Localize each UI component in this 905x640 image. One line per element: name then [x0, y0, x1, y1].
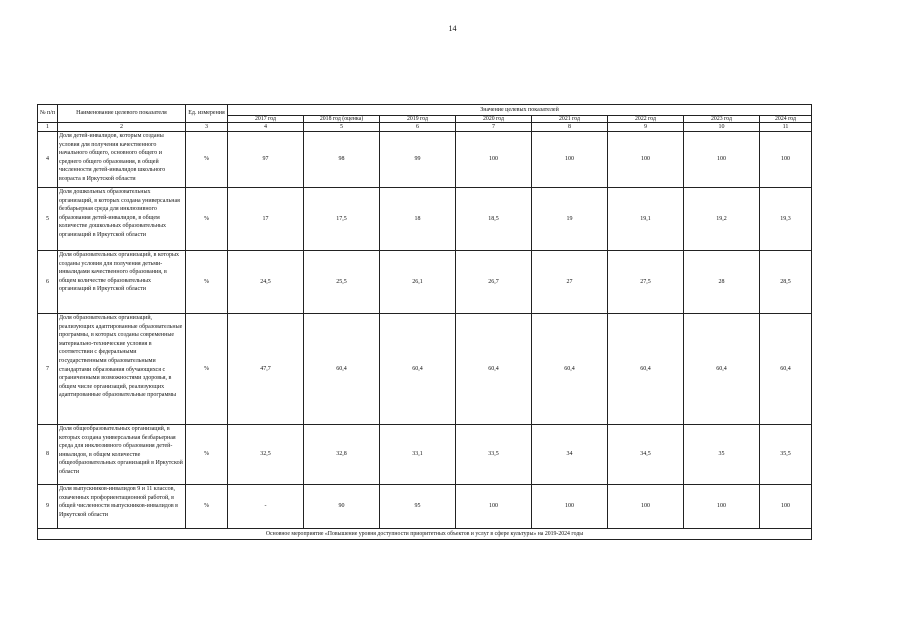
value-cell: 19,3 — [760, 188, 812, 251]
header-year: 2023 год — [684, 116, 760, 123]
table-row — [38, 188, 812, 251]
unit-cell: % — [186, 314, 228, 425]
header-unit: Ед. измерения — [186, 105, 228, 123]
value-cell: 28,5 — [760, 251, 812, 314]
value-cell: 33,5 — [456, 425, 532, 485]
row-number: 4 — [38, 132, 58, 188]
value-cell: 26,1 — [380, 251, 456, 314]
table-row — [38, 132, 812, 188]
value-cell: 32,5 — [228, 425, 304, 485]
value-cell: 17 — [228, 188, 304, 251]
header-year: 2019 год — [380, 116, 456, 123]
unit-cell: % — [186, 188, 228, 251]
value-cell: 100 — [532, 485, 608, 529]
column-number: 3 — [186, 123, 228, 132]
indicator-name: Доля образовательных организаций, реализующих адаптированные образовательные программы, в которых созданы современные материально-технические условия в соответствии с федеральными государственными образовательными стандартами образования обучающихся с ограниченными возможностями здоровья, в общем числе организаций, реализующих адаптированные образовательные программы — [58, 314, 186, 425]
value-cell: 60,4 — [456, 314, 532, 425]
value-cell: 97 — [228, 132, 304, 188]
value-cell: 100 — [608, 485, 684, 529]
value-cell: 100 — [684, 485, 760, 529]
value-cell: 35,5 — [760, 425, 812, 485]
value-cell: 90 — [304, 485, 380, 529]
value-cell: 34 — [532, 425, 608, 485]
value-cell: 27 — [532, 251, 608, 314]
header-index: № п/п — [38, 105, 58, 123]
column-number: 8 — [532, 123, 608, 132]
value-cell: 19 — [532, 188, 608, 251]
row-number: 8 — [38, 425, 58, 485]
table-row — [38, 314, 812, 425]
row-number: 5 — [38, 188, 58, 251]
value-cell: 19,2 — [684, 188, 760, 251]
column-number: 9 — [608, 123, 684, 132]
value-cell: 60,4 — [608, 314, 684, 425]
value-cell: 60,4 — [684, 314, 760, 425]
value-cell: 17,5 — [304, 188, 380, 251]
header-year: 2024 год — [760, 116, 812, 123]
header-year: 2022 год — [608, 116, 684, 123]
unit-cell: % — [186, 425, 228, 485]
column-number-row — [38, 123, 812, 132]
header-name: Наименование целевого показателя — [58, 105, 186, 123]
column-number: 2 — [58, 123, 186, 132]
value-cell: 28 — [684, 251, 760, 314]
column-number: 1 — [38, 123, 58, 132]
value-cell: 60,4 — [532, 314, 608, 425]
value-cell: 18,5 — [456, 188, 532, 251]
column-number: 4 — [228, 123, 304, 132]
indicator-name: Доля дошкольных образовательных организаций, в которых создана универсальная безбарьерная среда для инклюзивного образования детей-инвалидов, в общем количестве дошкольных образовательных организаций в Иркутской области — [58, 188, 186, 251]
value-cell: 100 — [456, 485, 532, 529]
unit-cell: % — [186, 132, 228, 188]
value-cell: 100 — [608, 132, 684, 188]
indicator-name: Доля выпускников-инвалидов 9 и 11 классов, охваченных профориентационной работой, в общей численности выпускников-инвалидов в Иркутской области — [58, 485, 186, 529]
row-number: 6 — [38, 251, 58, 314]
table-footer-row — [38, 529, 812, 540]
value-cell: 24,5 — [228, 251, 304, 314]
value-cell: 18 — [380, 188, 456, 251]
header-year: 2020 год — [456, 116, 532, 123]
value-cell: 25,5 — [304, 251, 380, 314]
header-year: 2021 год — [532, 116, 608, 123]
value-cell: 98 — [304, 132, 380, 188]
header-values-group: Значение целевых показателей — [228, 105, 812, 116]
value-cell: 99 — [380, 132, 456, 188]
indicators-table — [37, 104, 812, 540]
header-year: 2018 год (оценка) — [304, 116, 380, 123]
unit-cell: % — [186, 251, 228, 314]
unit-cell: % — [186, 485, 228, 529]
indicator-name: Доля образовательных организаций, в которых созданы условия для получения детьми-инвалидами качественного образования, в общем количестве образовательных организаций в Иркутской области — [58, 251, 186, 314]
header-year: 2017 год — [228, 116, 304, 123]
row-number: 7 — [38, 314, 58, 425]
value-cell: 100 — [760, 485, 812, 529]
column-number: 7 — [456, 123, 532, 132]
value-cell: 47,7 — [228, 314, 304, 425]
column-number: 6 — [380, 123, 456, 132]
page-number: 14 — [448, 24, 457, 33]
value-cell: - — [228, 485, 304, 529]
value-cell: 26,7 — [456, 251, 532, 314]
value-cell: 100 — [532, 132, 608, 188]
value-cell: 32,8 — [304, 425, 380, 485]
value-cell: 35 — [684, 425, 760, 485]
value-cell: 33,1 — [380, 425, 456, 485]
column-number: 10 — [684, 123, 760, 132]
value-cell: 19,1 — [608, 188, 684, 251]
value-cell: 34,5 — [608, 425, 684, 485]
value-cell: 60,4 — [760, 314, 812, 425]
indicator-name: Доля общеобразовательных организаций, в которых создана универсальная безбарьерная среда для инклюзивного образования детей-инвалидов, в общем количестве общеобразовательных организаций в Иркутской области — [58, 425, 186, 485]
row-number: 9 — [38, 485, 58, 529]
value-cell: 100 — [684, 132, 760, 188]
value-cell: 27,5 — [608, 251, 684, 314]
main-activity-caption: Основное мероприятие «Повышение уровня доступности приоритетных объектов и услуг в сфере культуры» на 2019-2024 годы — [38, 529, 812, 540]
table-row — [38, 251, 812, 314]
value-cell: 100 — [456, 132, 532, 188]
value-cell: 60,4 — [304, 314, 380, 425]
table-row — [38, 425, 812, 485]
value-cell: 60,4 — [380, 314, 456, 425]
column-number: 11 — [760, 123, 812, 132]
table-row — [38, 485, 812, 529]
value-cell: 100 — [760, 132, 812, 188]
indicator-name: Доля детей-инвалидов, которым созданы условия для получения качественного начального общего, основного общего и среднего общего образования, в общей численности детей-инвалидов школьного возраста в Иркутской области — [58, 132, 186, 188]
value-cell: 95 — [380, 485, 456, 529]
column-number: 5 — [304, 123, 380, 132]
